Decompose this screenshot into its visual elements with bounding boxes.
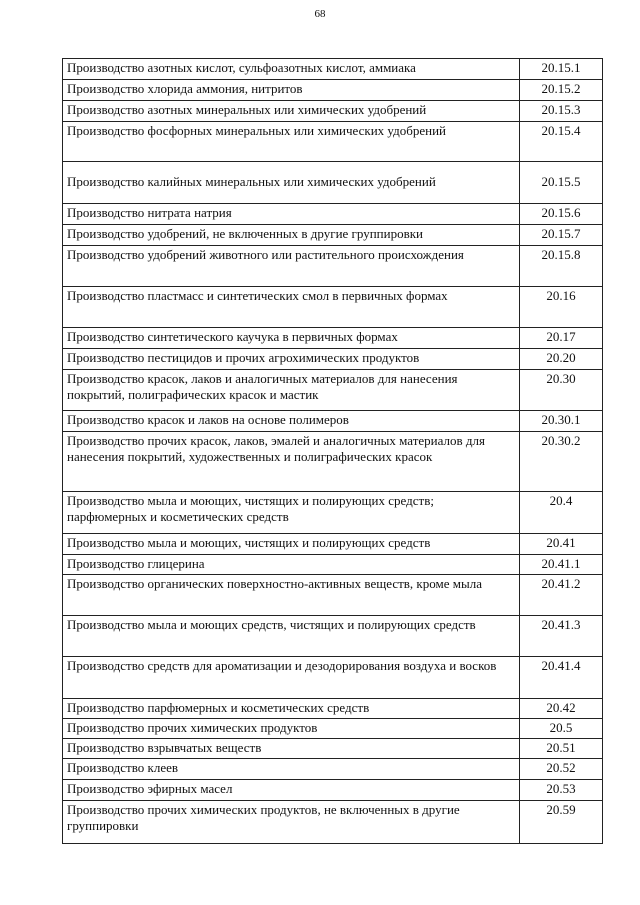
activity-name: Производство глицерина	[63, 555, 520, 575]
activity-code: 20.41.3	[520, 616, 603, 657]
activity-code: 20.16	[520, 287, 603, 328]
table-row	[63, 411, 603, 432]
activity-code: 20.20	[520, 349, 603, 370]
activity-code: 20.5	[520, 719, 603, 739]
table-row	[63, 801, 603, 844]
table-row	[63, 739, 603, 759]
activity-name: Производство азотных минеральных или химических удобрений	[63, 101, 520, 122]
activity-code: 20.15.8	[520, 246, 603, 287]
table-row	[63, 492, 603, 534]
activity-code: 20.15.4	[520, 122, 603, 162]
table-row	[63, 162, 603, 204]
activity-code: 20.30.1	[520, 411, 603, 432]
table-row	[63, 719, 603, 739]
activity-name: Производство красок и лаков на основе полимеров	[63, 411, 520, 432]
activity-code: 20.15.7	[520, 225, 603, 246]
table-row	[63, 328, 603, 349]
activity-code: 20.15.5	[520, 162, 603, 204]
activity-name: Производство мыла и моющих, чистящих и полирующих средств	[63, 534, 520, 555]
table-row	[63, 759, 603, 780]
activity-name: Производство удобрений животного или растительного происхождения	[63, 246, 520, 287]
activity-code: 20.30.2	[520, 432, 603, 492]
activity-code: 20.41	[520, 534, 603, 555]
activity-name: Производство удобрений, не включенных в другие группировки	[63, 225, 520, 246]
table-row	[63, 80, 603, 101]
table-row	[63, 246, 603, 287]
activity-code: 20.41.1	[520, 555, 603, 575]
activity-code: 20.51	[520, 739, 603, 759]
activity-name: Производство фосфорных минеральных или химических удобрений	[63, 122, 520, 162]
activity-code: 20.15.1	[520, 59, 603, 80]
table-row	[63, 657, 603, 699]
table-row	[63, 101, 603, 122]
activity-name: Производство пластмасс и синтетических смол в первичных формах	[63, 287, 520, 328]
activity-name: Производство эфирных масел	[63, 780, 520, 801]
table-row	[63, 575, 603, 616]
activity-name: Производство пестицидов и прочих агрохимических продуктов	[63, 349, 520, 370]
activity-name: Производство азотных кислот, сульфоазотных кислот, аммиака	[63, 59, 520, 80]
table-row	[63, 699, 603, 719]
table-row	[63, 555, 603, 575]
activity-name: Производство клеев	[63, 759, 520, 780]
activity-name: Производство мыла и моющих, чистящих и полирующих средств; парфюмерных и косметических средств	[63, 492, 520, 534]
table-row	[63, 349, 603, 370]
activity-name: Производство парфюмерных и косметических средств	[63, 699, 520, 719]
table-row	[63, 432, 603, 492]
activity-code: 20.30	[520, 370, 603, 411]
activity-name: Производство прочих химических продуктов, не включенных в другие группировки	[63, 801, 520, 844]
activity-code: 20.15.6	[520, 204, 603, 225]
activity-name: Производство мыла и моющих средств, чистящих и полирующих средств	[63, 616, 520, 657]
activity-code: 20.53	[520, 780, 603, 801]
activity-code: 20.52	[520, 759, 603, 780]
activity-name: Производство взрывчатых веществ	[63, 739, 520, 759]
table-row	[63, 616, 603, 657]
activity-code: 20.59	[520, 801, 603, 844]
table-row	[63, 122, 603, 162]
activity-name: Производство прочих красок, лаков, эмалей и аналогичных материалов для нанесения покрытий, художественных и полиграфических красок	[63, 432, 520, 492]
activity-name: Производство нитрата натрия	[63, 204, 520, 225]
activity-name: Производство прочих химических продуктов	[63, 719, 520, 739]
table-row	[63, 225, 603, 246]
activity-name: Производство средств для ароматизации и дезодорирования воздуха и восков	[63, 657, 520, 699]
activity-name: Производство хлорида аммония, нитритов	[63, 80, 520, 101]
activity-name-text: Производство калийных минеральных или химических удобрений	[67, 174, 436, 190]
activity-code: 20.15.2	[520, 80, 603, 101]
activity-code: 20.4	[520, 492, 603, 534]
activity-codes-table	[62, 58, 603, 844]
activity-code: 20.41.2	[520, 575, 603, 616]
activity-name	[63, 162, 520, 204]
activity-code: 20.42	[520, 699, 603, 719]
table-row	[63, 780, 603, 801]
activity-name: Производство синтетического каучука в первичных формах	[63, 328, 520, 349]
table-row	[63, 59, 603, 80]
activity-code: 20.17	[520, 328, 603, 349]
activity-code: 20.15.3	[520, 101, 603, 122]
table-row	[63, 204, 603, 225]
table-row	[63, 534, 603, 555]
table-row	[63, 370, 603, 411]
table-row	[63, 287, 603, 328]
activity-name: Производство органических поверхностно-активных веществ, кроме мыла	[63, 575, 520, 616]
table-body	[63, 59, 603, 844]
activity-code: 20.41.4	[520, 657, 603, 699]
page-number: 68	[314, 8, 326, 20]
activity-name: Производство красок, лаков и аналогичных материалов для нанесения покрытий, полиграфических красок и мастик	[63, 370, 520, 411]
